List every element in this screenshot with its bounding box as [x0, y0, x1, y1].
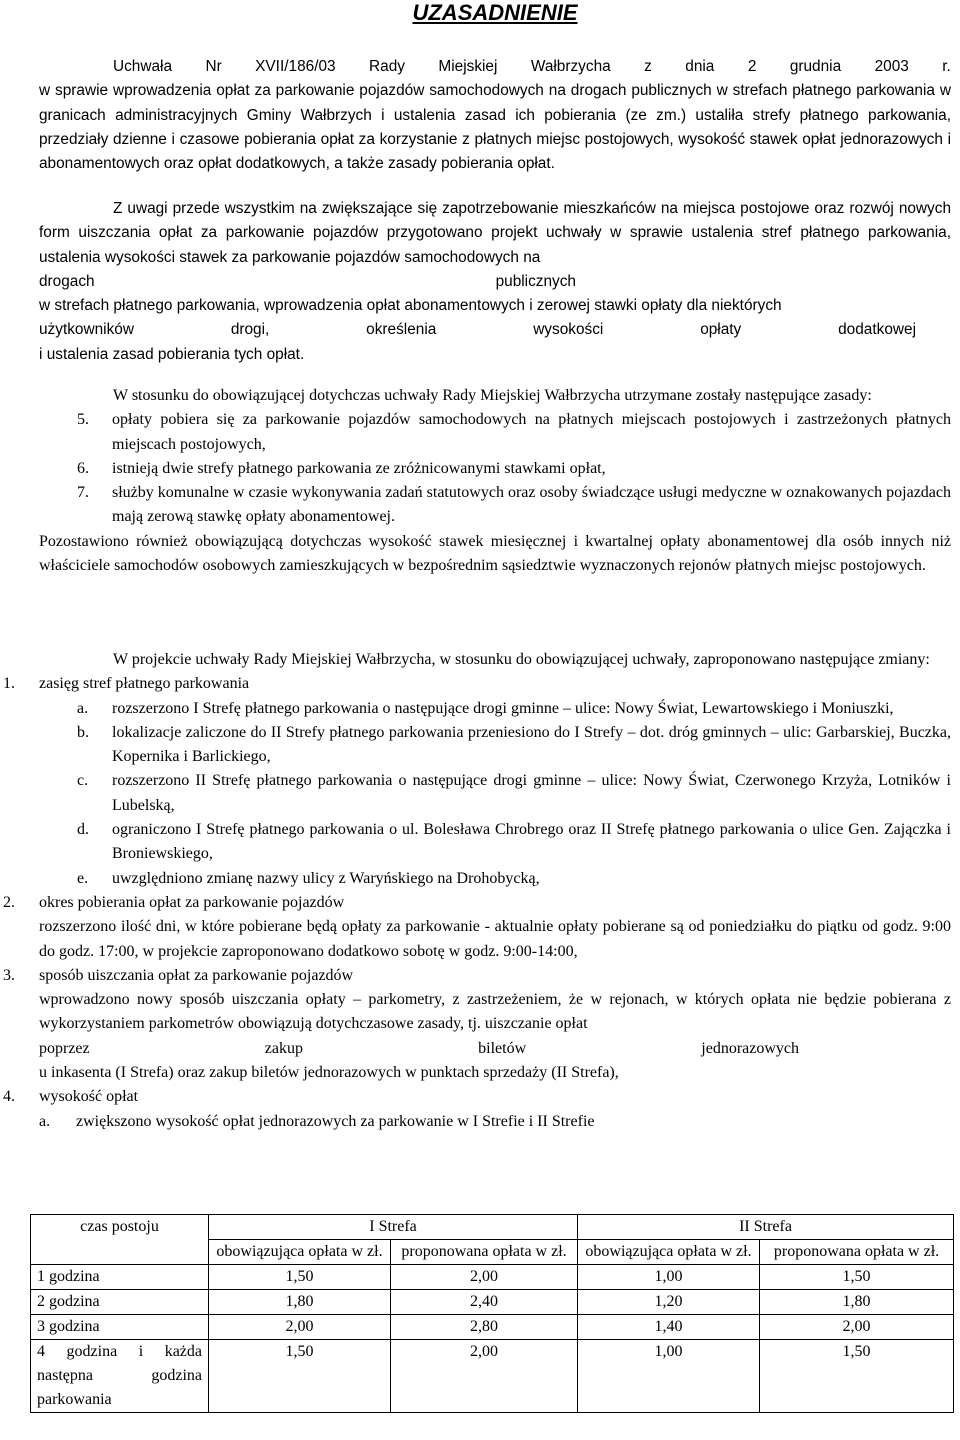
retained-item-text: istnieją dwie strefy płatnego parkowania ze zróżnicowanymi stawkami opłat, [112, 459, 606, 477]
intro-word: Nr [205, 58, 222, 75]
change-1-sub [39, 769, 951, 818]
table-row [31, 1290, 954, 1315]
change-3-word: poprzez [39, 1039, 90, 1057]
cell-z1-proposed: 2,00 [391, 1340, 578, 1413]
cell-z1-proposed: 2,80 [391, 1315, 578, 1340]
sub-text: rozszerzono I Strefę płatnego parkowania o następujące drogi gminne – ulice: Nowy Świat, Lewartowskiego i Moniuszki, [112, 699, 894, 717]
intro-word: z [644, 58, 652, 75]
intro-word: Rady [369, 58, 405, 75]
intro-paragraph [39, 55, 951, 176]
proposed-changes-intro: W projekcie uchwały Rady Miejskiej Wałbrzycha, w stosunku do obowiązującej uchwały, zaproponowano następujące zmiany: [113, 651, 930, 668]
document-title: UZASADNIENIE [412, 0, 578, 25]
fee-table [30, 1214, 954, 1413]
intro-word: Wałbrzycha [530, 58, 611, 75]
reasons-word: publicznych [495, 272, 576, 290]
sub-letter: a. [77, 699, 89, 717]
change-number: 2. [3, 893, 15, 911]
sub-letter: d. [77, 821, 89, 839]
cell-z2-current: 1,40 [578, 1315, 760, 1340]
cell-z2-current: 1,20 [578, 1290, 760, 1315]
change-2 [3, 891, 951, 915]
intro-word: r. [942, 58, 951, 75]
change-3-last-line: u inkasenta (I Strefa) oraz zakup biletów jednorazowych w punktach sprzedaży (II Strefa), [39, 1064, 619, 1082]
sub-letter: a. [39, 1112, 51, 1130]
change-1-sub [39, 818, 951, 867]
change-3-word: zakup [264, 1039, 303, 1057]
change-1-sub [39, 721, 951, 770]
retained-item-text: opłaty pobiera się za parkowanie pojazdów samochodowych na płatnych miejscach postojowych i zastrzeżonych płatnych miejscach postojowych, [112, 411, 951, 453]
reasons-spread-line-1 [39, 270, 951, 294]
change-3-word: biletów [478, 1039, 527, 1057]
intro-word: Miejskiej [438, 58, 498, 75]
row-label: 1 godzina [31, 1265, 209, 1290]
intro-word: 2003 [874, 58, 909, 75]
reasons-word: opłaty [700, 321, 742, 339]
reasons-word: drogi, [230, 321, 270, 339]
change-number: 3. [3, 966, 15, 984]
retained-fees-text: Pozostawiono również obowiązującą dotychczas wysokość stawek miesięcznej i kwartalnej opłaty abonamentowej dla osób innych niż właściciele samochodów osobowych zamieszkujących w bezpośrednim sąsiedztwie wyznaczonych rejonów płatnych miejsc postojowych. [39, 532, 951, 575]
reasons-spread-line-2 [39, 318, 951, 342]
row-label: 3 godzina [31, 1315, 209, 1340]
cell-z1-proposed: 2,00 [391, 1265, 578, 1290]
cell-z2-proposed: 2,00 [760, 1315, 954, 1340]
retained-item-number: 6. [77, 459, 89, 477]
intro-word: XVII/186/03 [255, 58, 336, 75]
change-heading: wysokość opłat [39, 1088, 139, 1106]
table-row [31, 1315, 954, 1340]
reasons-word: wysokości [533, 321, 604, 339]
sub-text: uwzględniono zmianę nazwy ulicy z Waryńskiego na Drohobycką, [112, 869, 540, 887]
retained-item [39, 408, 951, 457]
change-heading: zasięg stref płatnego parkowania [39, 675, 250, 693]
retained-item [39, 457, 951, 481]
reasons-text: Z uwagi przede wszystkim na zwiększające się zapotrzebowanie mieszkańców na miejsca postojowe oraz rozwój nowych form uiszczania opłat za parkowanie pojazdów przygotowano projekt uchwały w sprawie ustalenia stref płatnego parkowania, ustalenia wysokości stawek za parkowanie pojazdów samochodowych na [39, 200, 951, 266]
header-zone-2: II Strefa [578, 1215, 954, 1240]
reasons-word: określenia [366, 321, 437, 339]
reasons-paragraph [39, 197, 951, 367]
change-1-sub [39, 867, 951, 891]
retained-item-number: 7. [77, 484, 89, 502]
row-label: 4 godzina i każda następna godzina parkowania [31, 1340, 209, 1413]
sub-letter: c. [77, 772, 89, 790]
intro-first-line [39, 55, 951, 79]
cell-z2-proposed: 1,50 [760, 1340, 954, 1413]
change-number: 4. [3, 1088, 15, 1106]
cell-z1-current: 1,80 [209, 1290, 391, 1315]
proposed-changes-section [3, 648, 951, 1134]
reasons-word: drogach [39, 272, 95, 290]
row-label: 2 godzina [31, 1290, 209, 1315]
cell-z1-current: 2,00 [209, 1315, 391, 1340]
subheader-current: obowiązująca opłata w zł. [209, 1240, 391, 1265]
change-heading: sposób uiszczania opłat za parkowanie pojazdów [39, 966, 354, 984]
sub-letter: e. [77, 869, 89, 887]
retained-item-text: służby komunalne w czasie wykonywania zadań statutowych oraz osoby świadczące usługi medyczne w oznakowanych pojazdach mają zerową stawkę opłaty abonamentowej. [112, 484, 951, 526]
retained-item-number: 5. [77, 411, 89, 429]
intro-text: w sprawie wprowadzenia opłat za parkowanie pojazdów samochodowych na drogach publicznych w strefach płatnego parkowania w granicach administracyjnych Gminy Wałbrzych i ustalenia zasad ich pobierania (ze zm.) ustaliła strefy płatnego parkowania, przedziały dzienne i czasowe pobierania opłat za korzystanie z płatnych miejsc postojowych, wysokość stawek opłat jednorazowych i abonamentowych oraz opłat dodatkowych, a także zasady pobierania opłat. [39, 82, 951, 173]
change-3 [3, 964, 951, 988]
reasons-word: dodatkowej [838, 321, 916, 339]
change-3-spread-line [39, 1037, 951, 1061]
sub-text: rozszerzono II Strefę płatnego parkowania o następujące drogi gminne – ulice: Nowy Świat, Czerwonego Krzyża, Lotników i Lubelską, [112, 772, 951, 814]
change-1 [3, 672, 951, 696]
sub-text: lokalizacje zaliczone do II Strefy płatnego parkowania przeniesiono do I Strefy – dot. dróg gminnych – ulic: Garbarskiej, Buczka, Kopernika i Barlickiego, [112, 723, 951, 766]
cell-z1-current: 1,50 [209, 1265, 391, 1290]
cell-z2-proposed: 1,50 [760, 1265, 954, 1290]
cell-z2-current: 1,00 [578, 1340, 760, 1413]
change-3-text: wprowadzono nowy sposób uiszczania opłaty – parkometry, z zastrzeżeniem, że w rejonach, w których opłata nie będzie pobierana z wykorzystaniem parkometrów obowiązują dotychczasowe zasady, tj. uiszczanie opłat [39, 991, 951, 1033]
cell-z1-proposed: 2,40 [391, 1290, 578, 1315]
cell-z1-current: 1,50 [209, 1340, 391, 1413]
change-3-word: jednorazowych [701, 1039, 799, 1057]
subheader-proposed: proponowana opłata w zł. [391, 1240, 578, 1265]
table-row [31, 1340, 954, 1413]
reasons-line-b: i ustalenia zasad pobierania tych opłat. [39, 345, 305, 363]
header-time: czas postoju [31, 1215, 209, 1265]
reasons-line-a: w strefach płatnego parkowania, wprowadzenia opłat abonamentowych i zerowej stawki opłaty dla niektórych [39, 297, 782, 315]
sub-text: zwiększono wysokość opłat jednorazowych za parkowanie w I Strefie i II Strefie [76, 1112, 595, 1130]
retained-rules-section [39, 384, 951, 578]
intro-word: 2 [747, 58, 757, 75]
change-heading: okres pobierania opłat za parkowanie pojazdów [39, 893, 345, 911]
sub-letter: b. [77, 723, 89, 741]
intro-word: dnia [685, 58, 715, 75]
change-2-text: rozszerzono ilość dni, w które pobierane będą opłaty za parkowanie - aktualnie opłaty pobierane są od poniedziałku do piątku od godz. 9:00 do godz. 17:00, w projekcie zaproponowano dodatkowo sobotę w godz. 9:00-14:00, [39, 918, 951, 960]
intro-word: grudnia [789, 58, 842, 75]
subheader-current: obowiązująca opłata w zł. [578, 1240, 760, 1265]
change-4 [3, 1085, 951, 1109]
cell-z2-proposed: 1,80 [760, 1290, 954, 1315]
intro-word: Uchwała [113, 58, 173, 75]
table-row [31, 1265, 954, 1290]
change-number: 1. [3, 675, 15, 693]
change-1-sub [39, 697, 951, 721]
cell-z2-current: 1,00 [578, 1265, 760, 1290]
retained-rules-intro: W stosunku do obowiązującej dotychczas uchwały Rady Miejskiej Wałbrzycha utrzymane zostały następujące zasady: [113, 387, 872, 404]
change-4-sub [39, 1110, 951, 1134]
sub-text: ograniczono I Strefę płatnego parkowania o ul. Bolesława Chrobrego oraz II Strefę płatnego parkowania o ulice Gen. Zajączka i Broniewskiego, [112, 821, 951, 863]
reasons-word: użytkowników [39, 321, 134, 339]
subheader-proposed: proponowana opłata w zł. [760, 1240, 954, 1265]
header-zone-1: I Strefa [209, 1215, 578, 1240]
retained-item [39, 481, 951, 530]
fee-table-header-row [31, 1215, 954, 1240]
